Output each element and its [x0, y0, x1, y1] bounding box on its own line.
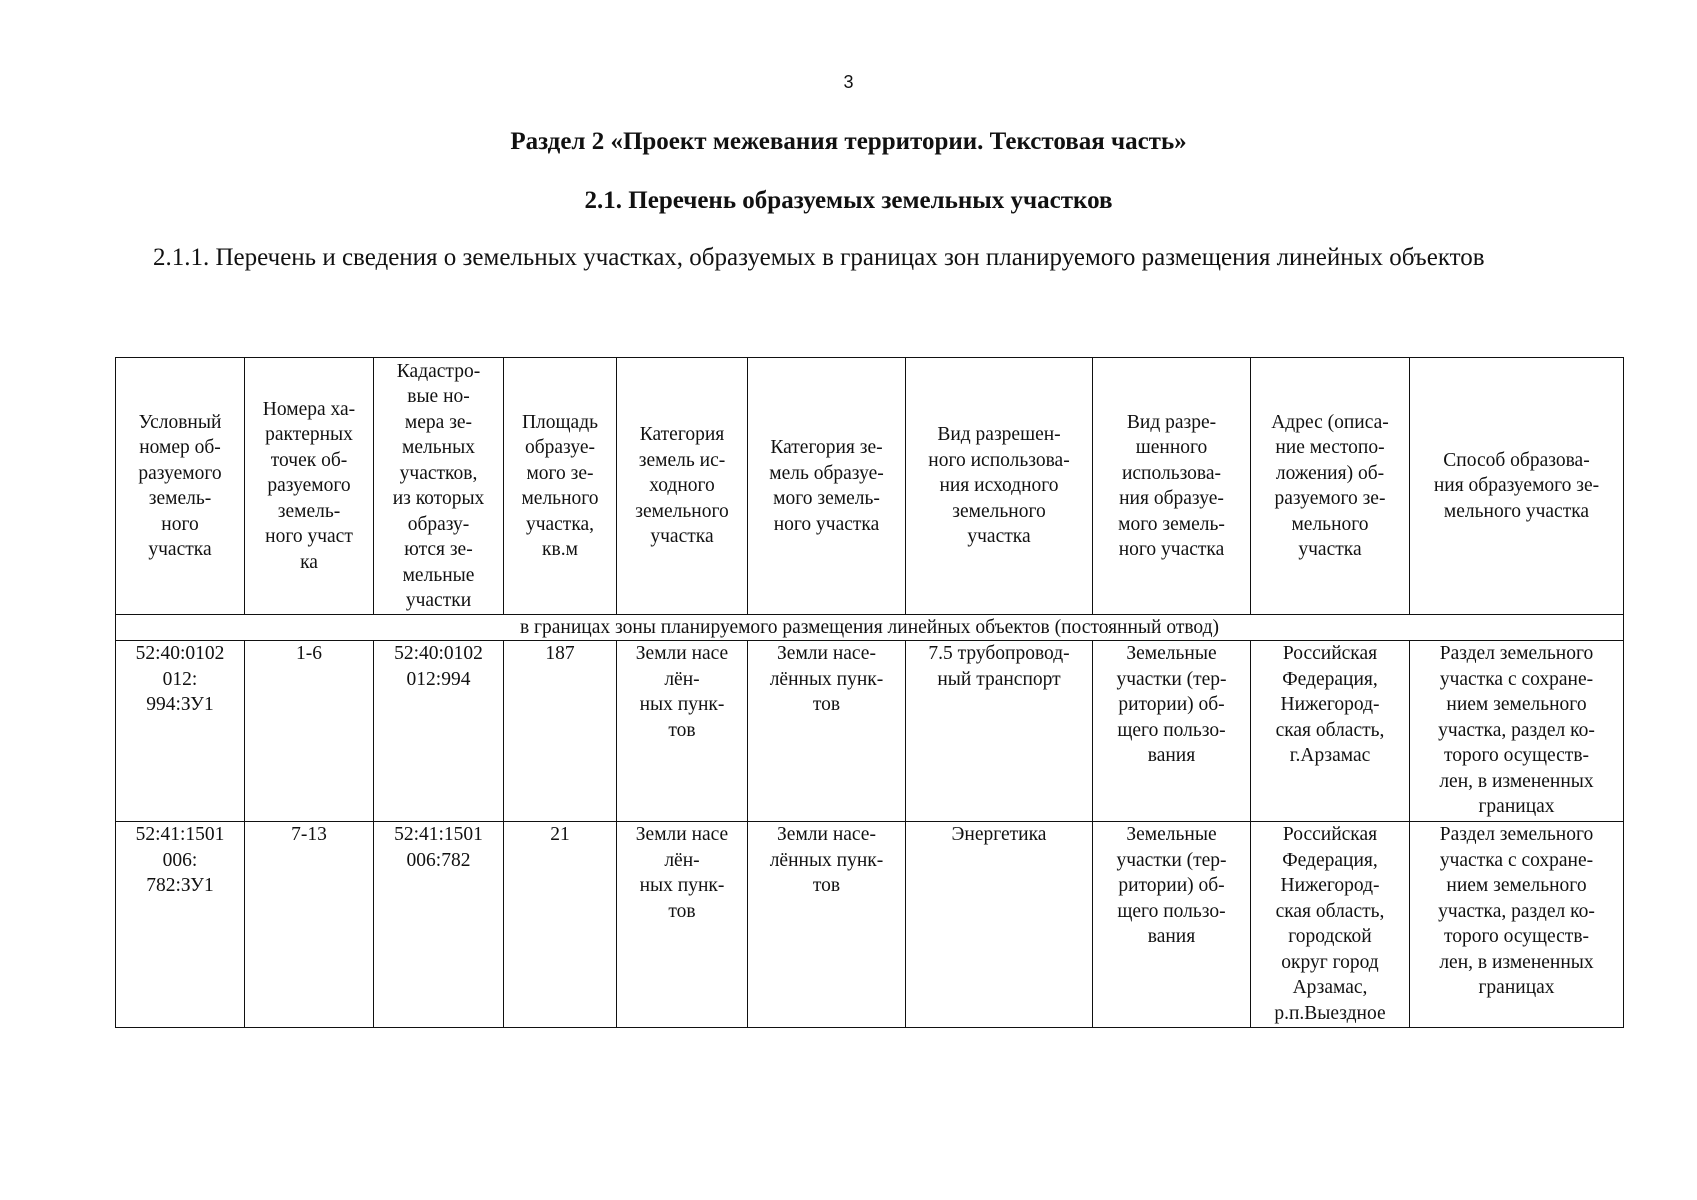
table-cell: 1-6 — [245, 641, 374, 822]
land-plots-table — [115, 357, 1624, 1028]
subsection-title: 2.1. Перечень образуемых земельных участков — [584, 187, 1113, 214]
header-cell-address: Адрес (описа- ние местопо- ложения) об- разуемого зе- мельного участка — [1251, 358, 1410, 615]
header-cell-area: Площадь образуе- мого зе- мельного участка, кв.м — [504, 358, 617, 615]
table-cell: Земли насе- лённых пунк- тов — [748, 641, 906, 822]
section-title: Раздел 2 «Проект межевания территории. Текстовая часть» — [510, 128, 1187, 155]
intro-paragraph: 2.1.1. Перечень и сведения о земельных участках, образуемых в границах зон планируемого размещения линейных объектов — [153, 244, 1485, 271]
header-cell-new-use: Вид разре- шенного использова- ния образуе- мого земель- ного участка — [1093, 358, 1251, 615]
header-cell-conditional-number: Условный номер об- разуемого земель- ного участка — [116, 358, 245, 615]
table-cell: 7.5 трубопровод- ный транспорт — [906, 641, 1093, 822]
table-cell: 52:40:0102 012:994 — [374, 641, 504, 822]
table-cell: 52:41:1501 006: 782:ЗУ1 — [116, 822, 245, 1028]
table-cell: Земельные участки (тер- ритории) об- щего пользо- вания — [1093, 641, 1251, 822]
table-cell: 187 — [504, 641, 617, 822]
table-row — [116, 641, 1624, 822]
table-row — [116, 822, 1624, 1028]
table-cell: 7-13 — [245, 822, 374, 1028]
header-cell-source-use: Вид разрешен- ного использова- ния исходного земельного участка — [906, 358, 1093, 615]
table-cell: 52:41:1501 006:782 — [374, 822, 504, 1028]
header-cell-new-category: Категория зе- мель образуе- мого земель- ного участка — [748, 358, 906, 615]
header-cell-source-category: Категория земель ис- ходного земельного участка — [617, 358, 748, 615]
table-group-row — [116, 615, 1624, 641]
table-cell: Энергетика — [906, 822, 1093, 1028]
table-cell: Земельные участки (тер- ритории) об- щего пользо- вания — [1093, 822, 1251, 1028]
group-label: в границах зоны планируемого размещения линейных объектов (постоянный отвод) — [116, 615, 1624, 641]
header-cell-cadastral-numbers: Кадастро- вые но- мера зе- мельных участков, из которых образу- ются зе- мельные участки — [374, 358, 504, 615]
page-number: 3 — [843, 72, 854, 92]
table-cell: Российская Федерация, Нижегород- ская область, г.Арзамас — [1251, 641, 1410, 822]
table-cell: Земли насе- лённых пунк- тов — [748, 822, 906, 1028]
header-cell-formation-method: Способ образова- ния образуемого зе- мельного участка — [1410, 358, 1624, 615]
table-cell: Российская Федерация, Нижегород- ская область, городской округ город Арзамас, р.п.Выездное — [1251, 822, 1410, 1028]
table-header-row — [116, 358, 1624, 615]
table-cell: Земли насе лён- ных пунк- тов — [617, 822, 748, 1028]
header-cell-point-numbers: Номера ха- рактерных точек об- разуемого земель- ного участ ка — [245, 358, 374, 615]
table-cell: 21 — [504, 822, 617, 1028]
table-cell: 52:40:0102 012: 994:ЗУ1 — [116, 641, 245, 822]
table-cell: Раздел земельного участка с сохране- нием земельного участка, раздел ко- торого осуществ- лен, в измененных границах — [1410, 641, 1624, 822]
table-cell: Земли насе лён- ных пунк- тов — [617, 641, 748, 822]
table-cell: Раздел земельного участка с сохране- нием земельного участка, раздел ко- торого осуществ- лен, в измененных границах — [1410, 822, 1624, 1028]
